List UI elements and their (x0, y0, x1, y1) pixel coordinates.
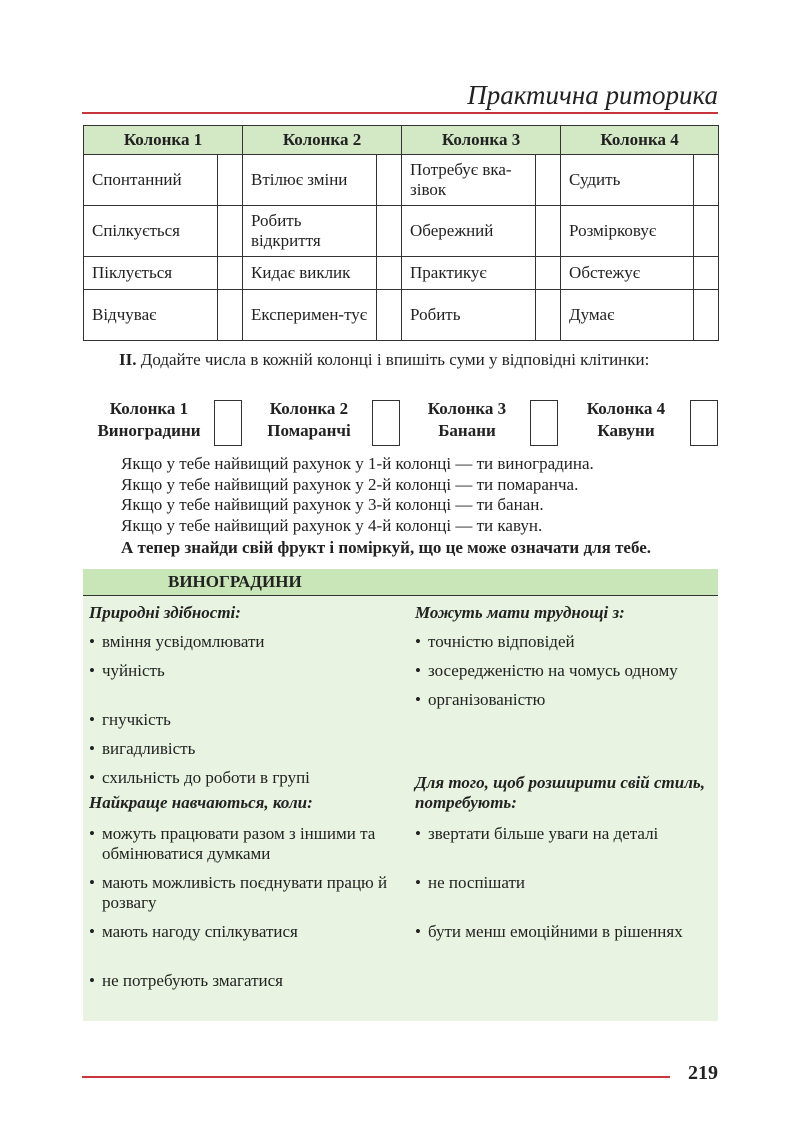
difficulties-heading: Можуть мати труднощі з: (415, 603, 625, 622)
list-item: • гнучкість (89, 710, 389, 730)
sums-row (0, 398, 800, 448)
score-cell[interactable] (218, 155, 243, 206)
final-prompt: А тепер знайди свій фрукт і поміркуй, що це може означати для тебе. (121, 538, 652, 557)
word-cell: Думає (561, 290, 694, 341)
sum-box-4[interactable] (690, 400, 718, 446)
score-cell[interactable] (218, 257, 243, 290)
word-cell: Розмірковує (561, 206, 694, 257)
list-item: • мають нагоду спілкуватися (89, 922, 389, 942)
panel-left-column (89, 603, 389, 991)
list-item: • зосередженістю на чомусь одному (415, 661, 678, 681)
table-header-cell: Колонка 2 (243, 126, 402, 155)
list-item: • можуть працювати разом з іншими та обмінюватися думками (89, 824, 389, 864)
word-cell: Обережний (402, 206, 536, 257)
word-cell: Практикує (402, 257, 536, 290)
score-cell[interactable] (218, 290, 243, 341)
table-header-cell: Колонка 4 (561, 126, 719, 155)
grapes-panel-title: ВИНОГРАДИНИ (168, 572, 302, 591)
word-cell: Спонтанний (84, 155, 218, 206)
score-cell[interactable] (377, 257, 402, 290)
result-line: Якщо у тебе найвищий рахунок у 3-й колонці — ти банан. (121, 495, 544, 514)
word-cell: Спілкується (84, 206, 218, 257)
word-cell: Експеримен-тує (243, 290, 377, 341)
word-cell: Обстежує (561, 257, 694, 290)
sum-fruit-name: Помаранчі (267, 421, 351, 440)
list-item: • організованістю (415, 690, 715, 710)
abilities-heading: Природні здібності: (89, 603, 241, 622)
expand-heading: Для того, щоб розширити свій стиль, потребують: (415, 773, 705, 812)
sum-label-2 (248, 398, 370, 442)
result-line: Якщо у тебе найвищий рахунок у 4-й колонці — ти кавун. (121, 515, 543, 535)
sum-box-3[interactable] (530, 400, 558, 446)
score-cell[interactable] (377, 206, 402, 257)
result-line: Якщо у тебе найвищий рахунок у 2-й колонці — ти помаранча. (121, 474, 579, 494)
list-item: • чуйність (89, 661, 389, 681)
sum-label-4 (565, 398, 687, 442)
score-cell[interactable] (536, 257, 561, 290)
word-cell: Відчуває (84, 290, 218, 341)
list-item: • звертати більше уваги на деталі (415, 824, 715, 844)
score-cell[interactable] (218, 206, 243, 257)
sum-label-1 (88, 398, 210, 442)
panel-right-column (415, 603, 715, 942)
word-cell: Кидає виклик (243, 257, 377, 290)
word-cell: Робить відкриття (243, 206, 377, 257)
list-item: • не потребують змагатися (89, 971, 389, 991)
page-header-title: Практична риторика (467, 80, 718, 110)
table-row (84, 155, 719, 206)
score-cell[interactable] (694, 290, 719, 341)
header-divider (82, 112, 718, 114)
instruction-number: II. (119, 350, 137, 369)
word-cell: Піклується (84, 257, 218, 290)
score-cell[interactable] (377, 290, 402, 341)
word-cell: Потребує вка-зівок (402, 155, 536, 206)
table-row (84, 206, 719, 257)
sum-box-1[interactable] (214, 400, 242, 446)
list-item: • не поспішати (415, 873, 715, 893)
list-item: • вигадливість (89, 739, 389, 759)
sum-fruit-name: Банани (438, 421, 496, 440)
result-line: Якщо у тебе найвищий рахунок у 1-й колонці — ти виноградина. (121, 454, 594, 473)
score-cell[interactable] (536, 290, 561, 341)
sum-column-name: Колонка 3 (427, 399, 507, 418)
table-header-cell: Колонка 1 (84, 126, 243, 155)
footer-divider (82, 1076, 670, 1078)
sum-column-name: Колонка 4 (586, 399, 666, 418)
list-item: • мають можливість поєднувати працю й розвагу (89, 873, 389, 913)
list-item: • точністю відповідей (415, 632, 715, 652)
score-cell[interactable] (536, 155, 561, 206)
sum-column-name: Колонка 2 (269, 399, 349, 418)
questionnaire-table (83, 125, 719, 341)
list-item: • бути менш емоційними в рішеннях (415, 922, 718, 942)
sum-box-2[interactable] (372, 400, 400, 446)
sum-column-name: Колонка 1 (109, 399, 189, 418)
word-cell: Судить (561, 155, 694, 206)
score-cell[interactable] (694, 257, 719, 290)
score-cell[interactable] (694, 155, 719, 206)
table-row (84, 290, 719, 341)
list-item: • вміння усвідомлювати (89, 632, 389, 652)
list-item: • схильність до роботи в групі (89, 768, 389, 788)
page-number: 219 (688, 1062, 718, 1084)
sum-label-3 (406, 398, 528, 442)
table-header-cell: Колонка 3 (402, 126, 561, 155)
sum-fruit-name: Кавуни (597, 421, 655, 440)
score-cell[interactable] (377, 155, 402, 206)
score-cell[interactable] (694, 206, 719, 257)
table-header-row (84, 126, 719, 155)
score-cell[interactable] (536, 206, 561, 257)
instruction-paragraph (83, 349, 718, 370)
results-list (121, 454, 594, 536)
word-cell: Втілює зміни (243, 155, 377, 206)
learn-heading: Найкраще навчаються, коли: (89, 793, 313, 812)
sum-fruit-name: Виноградини (97, 421, 201, 440)
instruction-text: Додайте числа в кожній колонці і впишіть суми у відповідні клітинки: (140, 350, 650, 369)
table-row (84, 257, 719, 290)
word-cell: Робить (402, 290, 536, 341)
